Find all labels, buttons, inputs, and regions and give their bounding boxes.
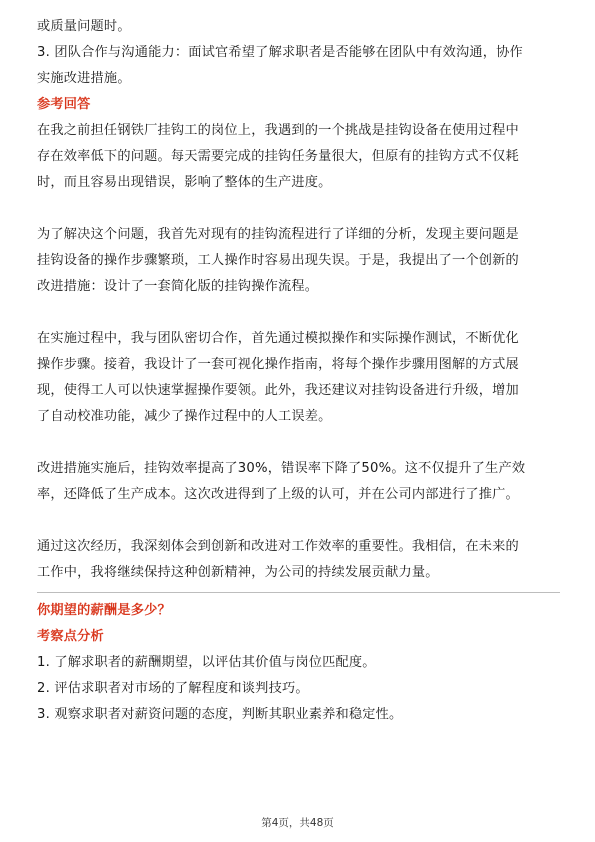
analysis-item-2: 2. 评估求职者对市场的了解程度和谈判技巧。 bbox=[37, 681, 309, 696]
answer-line: 为了解决这个问题，我首先对现有的挂钩流程进行了详细的分析，发现主要问题是 bbox=[37, 227, 519, 242]
reference-answer-heading: 参考回答 bbox=[37, 97, 91, 112]
analysis-heading: 考察点分析 bbox=[37, 629, 104, 644]
answer-paragraph-2 bbox=[37, 222, 560, 300]
answer-line: 现，使得工人可以快速掌握操作要领。此外，我还建议对挂钩设备进行升级，增加 bbox=[37, 383, 519, 398]
analysis-item-1: 1. 了解求职者的薪酬期望，以评估其价值与岗位匹配度。 bbox=[37, 655, 376, 670]
answer-line: 在我之前担任钢铁厂挂钩工的岗位上，我遇到的一个挑战是挂钩设备在使用过程中 bbox=[37, 123, 519, 138]
analysis-item-3: 3. 观察求职者对薪资问题的态度，判断其职业素养和稳定性。 bbox=[37, 707, 403, 722]
answer-line: 时，而且容易出现错误，影响了整体的生产进度。 bbox=[37, 175, 332, 190]
continued-line: 或质量问题时。 bbox=[37, 19, 131, 34]
item-3-line-2: 实施改进措施。 bbox=[37, 71, 131, 86]
answer-line: 挂钩设备的操作步骤繁琐，工人操作时容易出现失误。于是，我提出了一个创新的 bbox=[37, 253, 519, 268]
answer-line: 率，还降低了生产成本。这次改进得到了上级的认可，并在公司内部进行了推广。 bbox=[37, 487, 519, 502]
answer-paragraph-5 bbox=[37, 534, 560, 586]
answer-line: 工作中，我将继续保持这种创新精神，为公司的持续发展贡献力量。 bbox=[37, 565, 439, 580]
answer-line: 了自动校准功能，减少了操作过程中的人工误差。 bbox=[37, 409, 332, 424]
answer-line: 改进措施：设计了一套简化版的挂钩操作流程。 bbox=[37, 279, 319, 294]
question-title: 你期望的薪酬是多少？ bbox=[37, 603, 171, 618]
answer-line: 在实施过程中，我与团队密切合作，首先通过模拟操作和实际操作测试，不断优化 bbox=[37, 331, 519, 346]
answer-line: 存在效率低下的问题。每天需要完成的挂钩任务量很大，但原有的挂钩方式不仅耗 bbox=[37, 149, 519, 164]
answer-paragraph-4 bbox=[37, 456, 560, 508]
answer-paragraph-3 bbox=[37, 326, 560, 430]
item-3-line-1: 3. 团队合作与沟通能力：面试官希望了解求职者是否能够在团队中有效沟通，协作 bbox=[37, 45, 523, 60]
section-divider bbox=[37, 592, 560, 593]
answer-paragraph-1 bbox=[37, 118, 560, 196]
page-body bbox=[37, 14, 560, 728]
answer-line: 操作步骤。接着，我设计了一套可视化操作指南，将每个操作步骤用图解的方式展 bbox=[37, 357, 519, 372]
answer-line: 通过这次经历，我深刻体会到创新和改进对工作效率的重要性。我相信，在未来的 bbox=[37, 539, 519, 554]
answer-line: 改进措施实施后，挂钩效率提高了30%，错误率下降了50%。这不仅提升了生产效 bbox=[37, 461, 526, 476]
page-number: 第4页，共48页 bbox=[261, 817, 334, 829]
